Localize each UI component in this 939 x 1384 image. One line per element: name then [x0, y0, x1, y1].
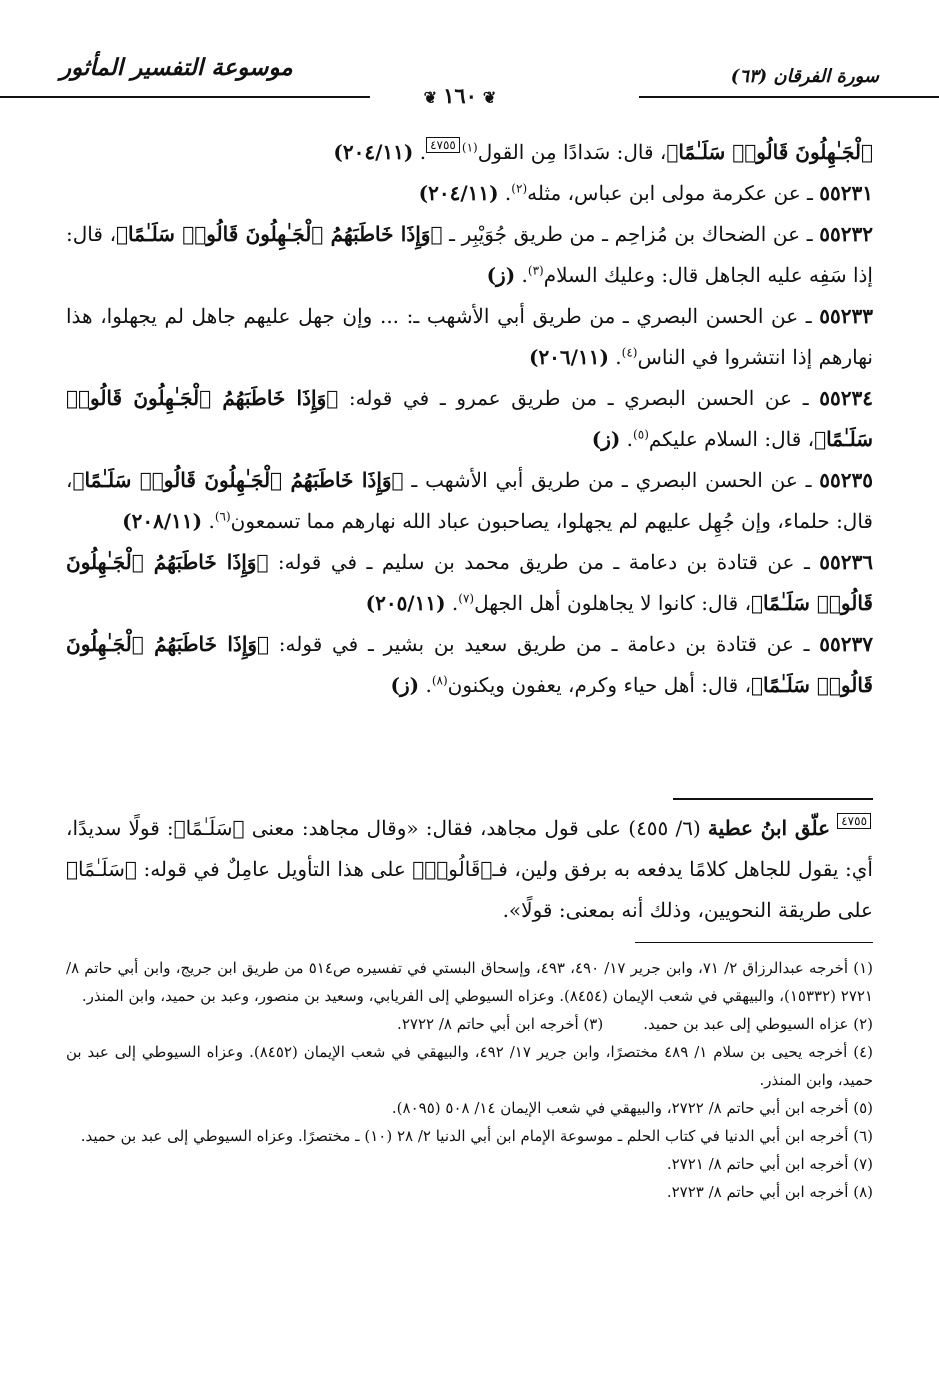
entry	[66, 296, 873, 378]
entry-text: ـ عن الحسن البصري ـ من طريق أبي الأشهب ـ	[403, 468, 820, 492]
quran-verse: ﴿وَإِذَا خَاطَبَهُمُ ٱلْجَـٰهِلُونَ قَالُوا۟ سَلَـٰمًا﴾	[66, 550, 873, 615]
footnote: (٣) أخرجه ابن أبي حاتم ٨/ ٢٧٢٢.	[397, 1015, 604, 1033]
footnote: (١) أخرجه عبدالرزاق ٢/ ٧١، وابن جرير ١٧/ ٤٩٠، ٤٩٣، وإسحاق البستي في تفسيره ص٥١٤ من طريق ابن جريج، وابن أبي حاتم ٨/ ٢٧٢١ (١٥٣٣٢)، والبيهقي في شعب الإيمان (٨٤٥٤). وعزاه السيوطي إلى الفريابي، وسعيد بن منصور، وعبد بن حميد، وابن المنذر.	[66, 959, 874, 1005]
entry-text: ، قال: سَدادًا مِن القول	[477, 140, 667, 164]
volume-page-ref: (٢٠٤/١١)	[418, 181, 499, 205]
commentary-text: (٦/ ٤٥٥) على قول مجاهد، فقال: «وقال مجاهد: معنى ﴿سَلَـٰمًا﴾: قولًا سديدًا، أي: يقول للجاهل كلامًا يدفعه به برفق ولين، فـ﴿قَالُوا۟﴾ على هذا التأويل عامِلٌ في قوله: ﴿سَلَـٰمًا﴾ على طريقة النحويين، وذلك أنه بمعنى: قولًا».	[66, 816, 873, 922]
quran-verse: ﴿وَإِذَا خَاطَبَهُمُ ٱلْجَـٰهِلُونَ قَالُوا۟ سَلَـٰمًا﴾	[116, 222, 443, 246]
footnote: (٥) أخرجه ابن أبي حاتم ٨/ ٢٧٢٢، والبيهقي في شعب الإيمان ١٤/ ٥٠٨ (٨٠٩٥).	[391, 1099, 873, 1117]
entry-text: ـ عن قتادة بن دعامة ـ من طريق سعيد بن بشير ـ في قوله:	[269, 632, 820, 656]
entry-text: ، قال: إذا سَفِه عليه الجاهل قال: وعليك السلام	[66, 222, 873, 287]
footnote-marker[interactable]: (٤)	[621, 345, 638, 360]
punct: .	[515, 263, 528, 287]
footnote: (٤) أخرجه يحيى بن سلام ١/ ٤٨٩ مختصرًا، وابن جرير ١٧/ ٤٩٢، والبيهقي في شعب الإيمان (٨٤٥٢). وعزاه السيوطي إلى عبد بن حميد، وابن المنذر.	[66, 1043, 873, 1089]
volume-page-ref: (ز)	[591, 427, 621, 451]
entry-number: ٥٥٢٣٢	[819, 222, 873, 246]
book-title: موسوعة التفسير المأثور	[60, 54, 293, 81]
entry-text: ، قال: أهل حياء وكرم، يعفون ويكنون	[447, 673, 752, 697]
volume-page-ref: (٢٠٤/١١)	[333, 140, 414, 164]
footnotes	[66, 954, 873, 1206]
entry-number: ٥٥٢٣٣	[819, 304, 873, 328]
header-rule-right	[639, 96, 939, 98]
footnote-marker[interactable]: (٣)	[527, 263, 544, 278]
entry-text: ـ عن الحسن البصري ـ من طريق عمرو ـ في قوله:	[338, 386, 820, 410]
entry-number: ٥٥٢٣٤	[819, 386, 873, 410]
punct: .	[608, 345, 622, 369]
commentary-block	[66, 808, 873, 931]
footnote-pair	[66, 1010, 873, 1038]
footnote-marker[interactable]: (٥)	[633, 427, 649, 442]
entry-text: ـ عن قتادة بن دعامة ـ من طريق محمد بن سليم ـ في قوله:	[268, 550, 820, 574]
entry-text: ، قال: كانوا لا يجاهلون أهل الجهل	[474, 591, 752, 615]
footnote-marker[interactable]: (١)	[461, 140, 478, 155]
punct: .	[445, 591, 459, 615]
footnote: (٨) أخرجه ابن أبي حاتم ٨/ ٢٧٢٣.	[666, 1183, 873, 1201]
punct: .	[202, 509, 215, 533]
punct: .	[498, 181, 512, 205]
commentary-divider	[673, 798, 873, 800]
entry-number: ٥٥٢٣٧	[819, 632, 873, 656]
header-rule-left	[0, 96, 370, 98]
entry	[66, 173, 873, 214]
page-number	[400, 82, 520, 112]
entry	[66, 460, 873, 542]
entry	[66, 214, 873, 296]
commentary-heading: علّق ابنُ عطية	[707, 816, 831, 840]
punct: .	[620, 427, 634, 451]
ornament-icon: ❦	[423, 88, 438, 107]
main-text	[66, 132, 873, 706]
entry-text: ـ عن الحسن البصري ـ من طريق أبي الأشهب ـ: ... وإن جهل عليهم جاهل لم يجهلوا، هذا نهارهم إذا انتشروا في الناس	[66, 304, 873, 369]
entry	[66, 624, 873, 706]
footnote-marker[interactable]: (٢)	[511, 181, 528, 196]
entry-text: ـ عن عكرمة مولى ابن عباس، مثله	[527, 181, 820, 205]
quran-verse: ﴿وَإِذَا خَاطَبَهُمُ ٱلْجَـٰهِلُونَ قَالُوا۟ سَلَـٰمًا﴾	[66, 632, 873, 697]
volume-page-ref: (٢٠٨/١١)	[122, 509, 203, 533]
quran-verse: ﴿وَإِذَا خَاطَبَهُمُ ٱلْجَـٰهِلُونَ قَالُوا۟ سَلَـٰمًا﴾	[66, 386, 873, 451]
page-number-text: ١٦٠	[443, 83, 477, 108]
volume-page-ref: (٢٠٦/١١)	[528, 345, 609, 369]
footnote-marker[interactable]: (٦)	[214, 509, 231, 524]
footnote: (٧) أخرجه ابن أبي حاتم ٨/ ٢٧٢١.	[666, 1155, 873, 1173]
footnote: (٢) عزاه السيوطي إلى عبد بن حميد.	[643, 1015, 873, 1033]
entry-text: ـ عن الضحاك بن مُزاحِم ـ من طريق جُوَيْبِر ـ	[442, 222, 820, 246]
ornament-icon: ❦	[482, 88, 497, 107]
volume-page-ref: (٢٠٥/١١)	[365, 591, 446, 615]
footnote-marker[interactable]: (٨)	[431, 673, 448, 688]
surah-title: سورة الفرقان (٦٣)	[730, 66, 879, 87]
punct: .	[413, 140, 427, 164]
volume-page-ref: (ز)	[390, 673, 420, 697]
entry-number: ٥٥٢٣٥	[819, 468, 873, 492]
quran-verse: ﴿وَإِذَا خَاطَبَهُمُ ٱلْجَـٰهِلُونَ قَالُوا۟ سَلَـٰمًا﴾	[72, 468, 404, 492]
punct: .	[419, 673, 432, 697]
quran-verse: ٱلْجَـٰهِلُونَ قَالُوا۟ سَلَـٰمًا﴾	[666, 140, 873, 164]
entry-text: ، قال: حلماء، وإن جُهِل عليهم لم يجهلوا، يصاحبون عباد الله نهارهم مما تسمعون	[66, 468, 873, 533]
entry	[66, 378, 873, 460]
entry-number: ٥٥٢٣٦	[819, 550, 873, 574]
entry-text: ، قال: السلام عليكم	[648, 427, 815, 451]
entry	[66, 542, 873, 624]
entry-number: ٥٥٢٣١	[819, 181, 873, 205]
volume-page-ref: (ز)	[486, 263, 516, 287]
commentary-number-badge[interactable]: ٤٧٥٥	[837, 813, 871, 829]
footnotes-divider	[635, 942, 873, 943]
commentary-paragraph	[66, 808, 873, 931]
entry-continuation	[66, 132, 873, 173]
footnote-marker[interactable]: (٧)	[458, 591, 475, 606]
footnote: (٦) أخرجه ابن أبي الدنيا في كتاب الحلم ـ موسوعة الإمام ابن أبي الدنيا ٢/ ٢٨ (١٠) ـ مختصرًا. وعزاه السيوطي إلى عبد بن حميد.	[80, 1127, 873, 1145]
commentary-number-badge[interactable]: ٤٧٥٥	[426, 137, 460, 153]
